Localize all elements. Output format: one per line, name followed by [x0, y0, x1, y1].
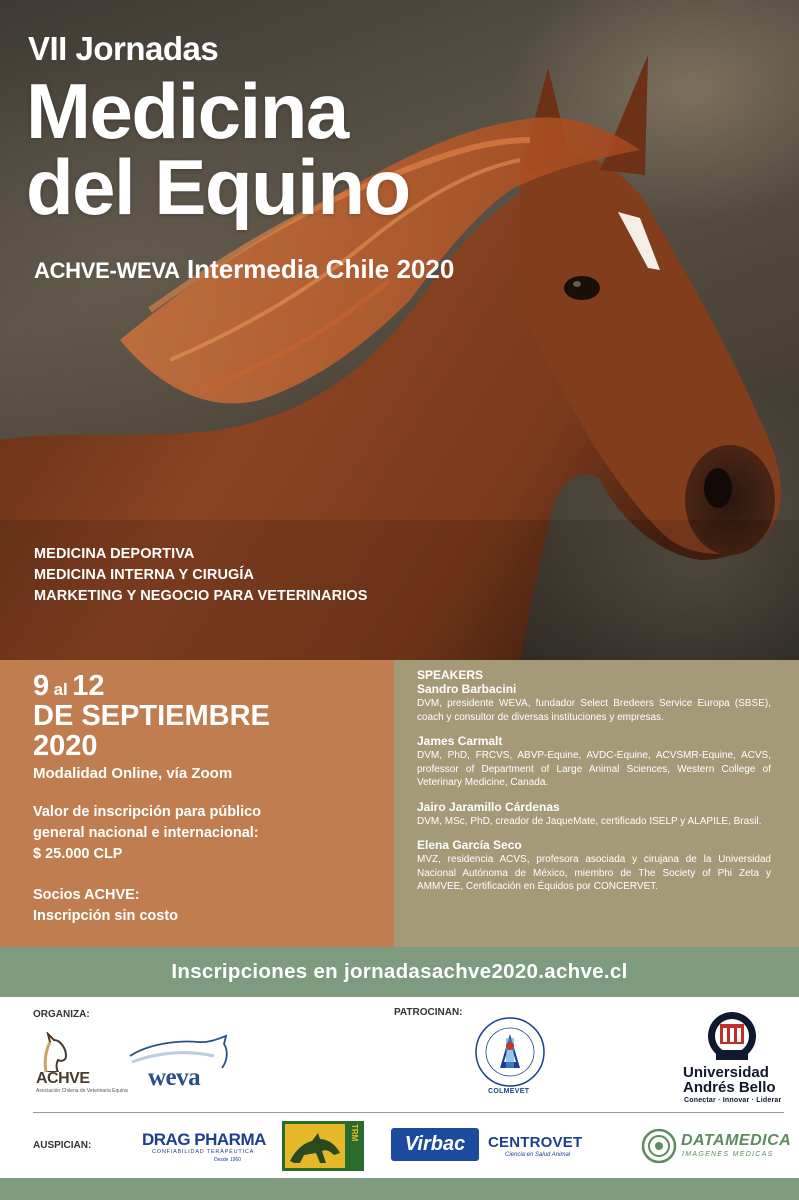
drag-pharma-logo-text: DRAG PHARMA	[142, 1130, 266, 1149]
day-end: 12	[72, 670, 105, 702]
event-year: 2020	[33, 730, 98, 762]
unab-name-line1: Universidad	[683, 1064, 769, 1081]
speaker-item	[417, 734, 771, 790]
speaker-item	[417, 800, 771, 829]
members-title: Socios ACHVE:	[33, 887, 140, 903]
topic-item: MEDICINA INTERNA Y CIRUGÍA	[34, 567, 255, 583]
day-connector: al	[53, 680, 68, 699]
achve-logo-text: ACHVE	[36, 1070, 90, 1087]
main-title-line1: Medicina	[26, 67, 348, 155]
speaker-item	[417, 682, 771, 724]
members-value: Inscripción sin costo	[33, 908, 179, 924]
datamedica-tagline: IMAGENES MEDICAS	[682, 1151, 774, 1158]
members-info	[33, 885, 394, 927]
registration-link[interactable]: Inscripciones en jornadasachve2020.achve.cl	[0, 947, 799, 997]
auspician-label: AUSPICIAN:	[33, 1140, 92, 1151]
colmevet-logo-text: COLMEVET	[488, 1088, 530, 1095]
centrovet-logo-text: CENTROVET	[488, 1134, 583, 1151]
weva-logo-text: weva	[148, 1064, 201, 1091]
university-emblem-icon	[706, 1010, 758, 1064]
price-line1: Valor de inscripción para público	[33, 804, 262, 820]
achve-logo-subtitle: Asociación Chilena de Veterinaria Equina	[36, 1088, 128, 1094]
edition-title: VII Jornadas	[28, 30, 219, 67]
event-details-panel	[0, 660, 394, 947]
speaker-name: Jairo Jaramillo Cárdenas	[417, 799, 560, 814]
unab-slogan: Conectar · Innovar · Liderar	[684, 1097, 782, 1104]
speaker-name: Sandro Barbacini	[417, 682, 517, 696]
speakers-title: SPEAKERS	[417, 668, 484, 682]
speaker-name: James Carmalt	[417, 734, 503, 748]
topic-item: MEDICINA DEPORTIVA	[34, 546, 195, 562]
drag-pharma-tagline: CONFIABILIDAD TERAPÉUTICA	[152, 1149, 255, 1155]
event-subtitle-text: Intermedia Chile 2020	[186, 254, 455, 284]
event-dates	[33, 672, 394, 761]
speaker-item	[417, 838, 771, 894]
datamedica-logo-text: DATAMEDICA	[681, 1132, 792, 1149]
speaker-name: Elena García Seco	[417, 838, 522, 852]
unab-name-line2: Andrés Bello	[683, 1079, 776, 1096]
bottom-strip	[0, 1178, 799, 1200]
speaker-description: DVM, PhD, FRCVS, ABVP-Equine, AVDC-Equine, ACVSMR-Equine, ACVS, professor of Department of Large Animal Sciences, Western College of Veterinary Medicine, Canada.	[417, 750, 771, 788]
day-start: 9	[33, 670, 50, 702]
price-value: $ 25.000 CLP	[33, 846, 123, 862]
horse-head-icon	[38, 1032, 70, 1072]
circular-swirl-icon	[641, 1128, 677, 1164]
virbac-logo: Virbac	[391, 1128, 479, 1161]
organiza-label: ORGANIZA:	[33, 1009, 90, 1020]
event-mode: Modalidad Online, vía Zoom	[33, 765, 233, 782]
drag-pharma-since: Desde 1960	[214, 1157, 241, 1163]
patrocinan-label: PATROCINAN:	[394, 1007, 463, 1018]
price-line2: general nacional e internacional:	[33, 825, 259, 841]
seal-icon	[470, 1016, 550, 1088]
registration-price	[33, 802, 333, 865]
topic-item: MARKETING Y NEGOCIO PARA VETERINARIOS	[34, 588, 368, 604]
trm-logo-text: TRM	[350, 1124, 359, 1142]
speakers-panel	[394, 660, 799, 947]
speaker-description: MVZ, residencia ACVS, profesora asociada y cirujana de la Universidad Nacional Autónoma de México, miembro de The Society of Phi Zeta y AMMVEE, Certificación en Équidos por CONCERVET.	[417, 854, 771, 892]
centrovet-tagline: Ciencia en Salud Animal	[505, 1152, 571, 1158]
event-subtitle	[34, 254, 454, 285]
sponsors-divider	[33, 1112, 784, 1113]
event-month: DE SEPTIEMBRE	[33, 700, 270, 732]
speaker-description: DVM, presidente WEVA, fundador Select Bredeers Service Europa (SBSE), coach y consultor de diversas instituciones y empresas.	[417, 698, 771, 723]
topics-list	[34, 544, 367, 607]
speaker-description: DVM, MSc, PhD, creador de JaqueMate, certificado ISELP y ALAPILE, Brasil.	[417, 815, 762, 827]
org-tag: ACHVE-WEVA	[34, 258, 180, 283]
main-title-line2: del Equino	[26, 143, 410, 231]
